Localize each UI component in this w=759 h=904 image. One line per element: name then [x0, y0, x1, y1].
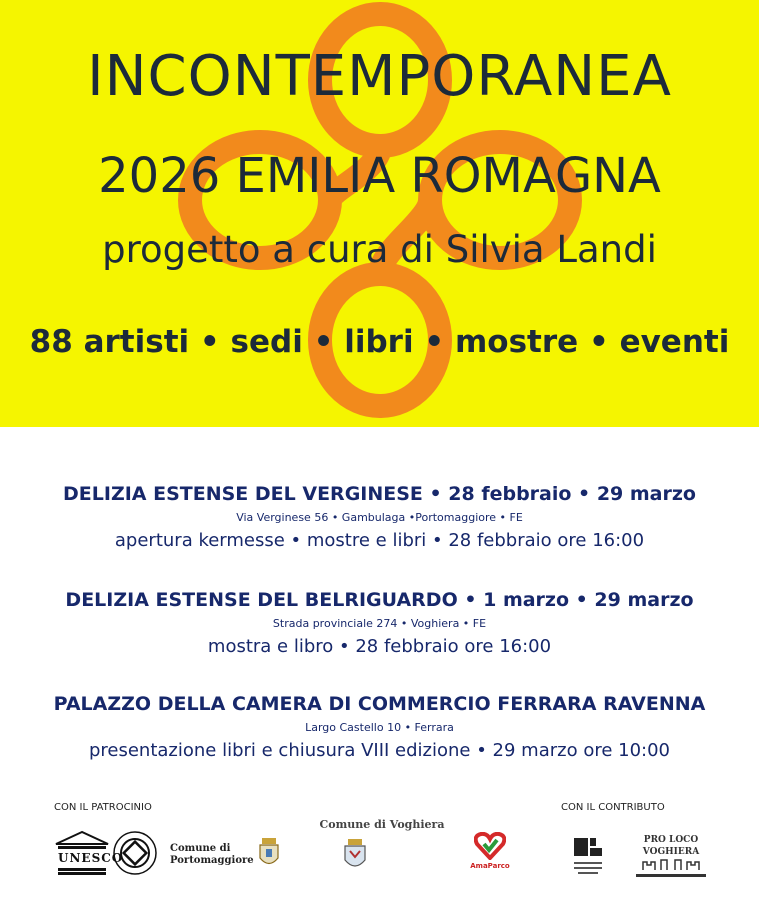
amaparco-heart-icon [474, 832, 506, 860]
belriguardo-museum-logo-icon [572, 836, 604, 876]
venue-address: Via Verginese 56 • Gambulaga •Portomaggiore • FE [236, 511, 523, 524]
unesco-logo-icon [54, 830, 124, 876]
venue-description: apertura kermesse • mostre e libri • 28 febbraio ore 16:00 [114, 530, 645, 551]
pro-loco-castle-icon [641, 858, 701, 870]
venue-address: Largo Castello 10 • Ferrara [305, 721, 454, 734]
unesco-text: UNESCO [58, 851, 124, 865]
venue-description: presentazione libri e chiusura VIII edizione • 29 marzo ore 10:00 [88, 740, 671, 761]
proloco-line1: PRO LOCO [643, 835, 699, 845]
event-banner [0, 0, 759, 427]
voghiera-label: Comune di Voghiera [319, 818, 445, 831]
venue-title: DELIZIA ESTENSE DEL BELRIGUARDO • 1 marzo • 29 marzo [65, 589, 694, 611]
portomaggiore-crest-icon [258, 836, 280, 870]
banner-subtitle: progetto a cura di Silvia Landi [102, 228, 657, 271]
venue-title: PALAZZO DELLA CAMERA DI COMMERCIO FERRARA RAVENNA [53, 693, 706, 715]
venue-address: Strada provinciale 274 • Voghiera • FE [272, 617, 487, 630]
venue-camera-commercio [0, 693, 759, 761]
banner-title-line1: INCONTEMPORANEA [87, 44, 672, 109]
contribution-label: CON IL CONTRIBUTO [561, 802, 665, 813]
banner-title-line2: 2026 EMILIA ROMAGNA [98, 148, 661, 204]
amaparco-logo [470, 832, 510, 878]
pro-loco-voghiera-logo [636, 834, 706, 877]
patronage-label: CON IL PATROCINIO [54, 802, 152, 813]
portomaggiore-line2: Portomaggiore [170, 855, 254, 866]
venue-verginese [0, 483, 759, 551]
banner-tagline: 88 artisti • sedi • libri • mostre • eventi [29, 324, 730, 360]
proloco-line2: VOGHIERA [642, 847, 700, 857]
venue-title: DELIZIA ESTENSE DEL VERGINESE • 28 febbraio • 29 marzo [63, 483, 696, 505]
venue-description: mostra e libro • 28 febbraio ore 16:00 [207, 636, 552, 657]
world-heritage-emblem-icon [112, 830, 158, 876]
amaparco-text: AmaParco [470, 862, 510, 870]
venue-belriguardo [0, 589, 759, 657]
portomaggiore-logo [170, 843, 254, 867]
portomaggiore-line1: Comune di [170, 843, 231, 854]
voghiera-crest-icon [343, 837, 367, 873]
